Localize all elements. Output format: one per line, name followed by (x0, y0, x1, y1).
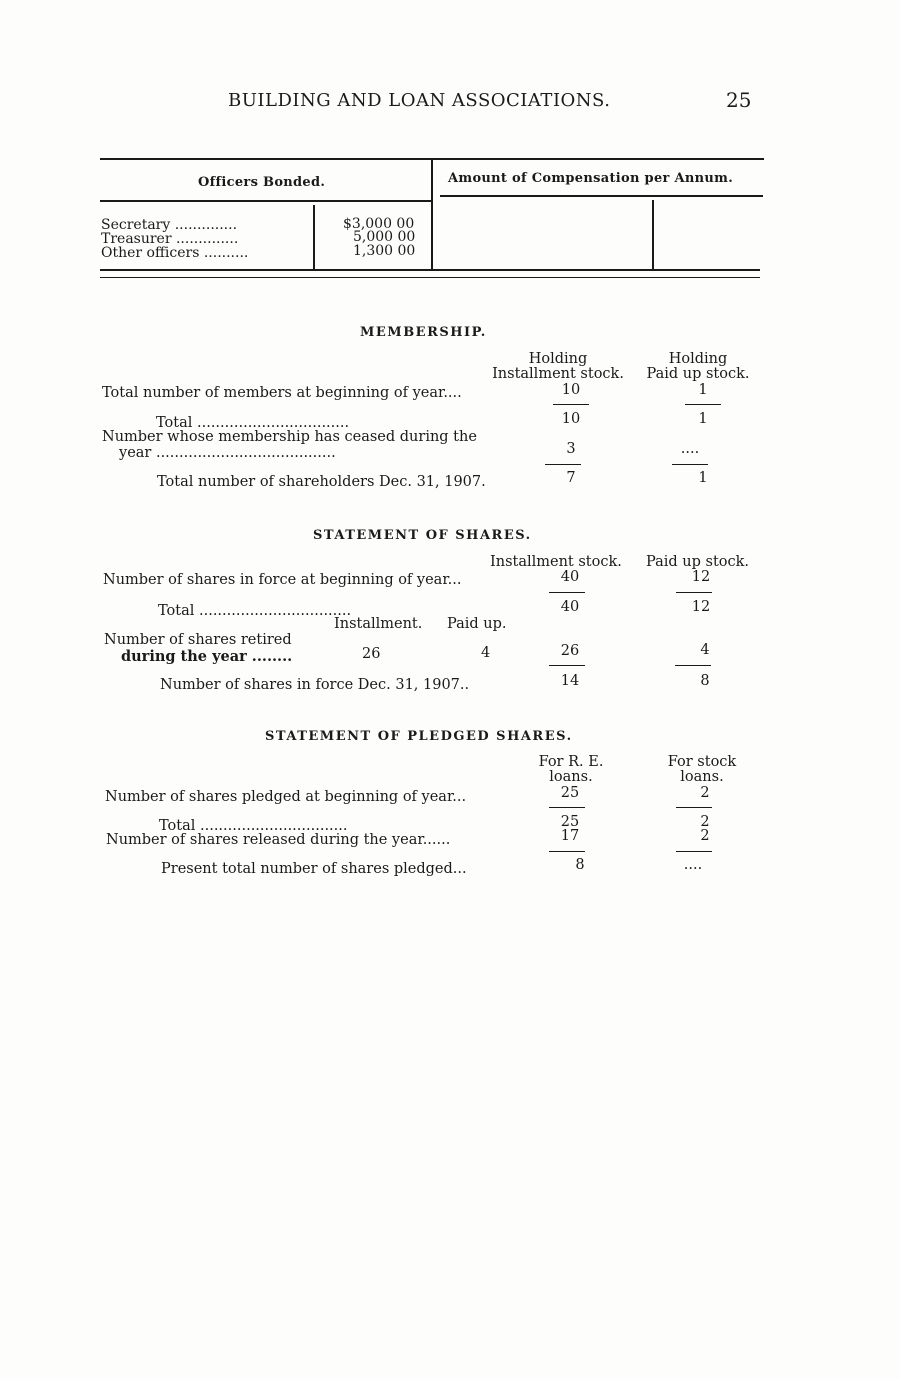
sum-rule (676, 592, 712, 593)
value-cell: 14 (560, 673, 580, 689)
value-cell: 25 (560, 785, 580, 801)
column-heading: Paid up stock. (646, 554, 750, 570)
sum-rule (675, 665, 711, 666)
value-cell: 2 (700, 814, 710, 830)
row-label: Total ................................. (158, 603, 352, 619)
heading-line: Holding (668, 351, 728, 367)
row-label: Number of shares released during the year...... (106, 832, 451, 848)
value-cell: 26 (560, 643, 580, 659)
row-label: Total number of members at beginning of year.... (102, 385, 462, 401)
row-label: Number of shares in force Dec. 31, 1907.. (160, 677, 470, 693)
running-title: BUILDING AND LOAN ASSOCIATIONS. (228, 90, 611, 111)
sum-rule (676, 851, 712, 852)
officer-row-amount: 5,000 00 (353, 229, 416, 245)
value-cell: 8 (700, 673, 710, 689)
compensation-heading: Amount of Compensation per Annum. (448, 171, 734, 186)
officer-row-amount: 1,300 00 (353, 243, 416, 259)
amount-divider (313, 205, 315, 269)
row-label-continued: during the year ........ (121, 648, 293, 665)
section-title: STATEMENT OF SHARES. (313, 528, 532, 543)
heading-line: For R. E. (538, 754, 604, 770)
sum-rule (676, 807, 712, 808)
row-label: Total ................................ (159, 818, 348, 834)
table-bottom-rule-2 (100, 277, 760, 278)
row-label: Number of shares pledged at beginning of year... (105, 789, 467, 805)
row-label-continued: year ....................................... (119, 445, 336, 461)
value-cell: 2 (700, 785, 710, 801)
sum-rule (553, 404, 589, 405)
heading-line: Installment stock. (492, 366, 624, 382)
value-cell: 10 (561, 382, 581, 398)
left-header-rule (100, 200, 431, 202)
row-label: Total number of shareholders Dec. 31, 1907. (157, 474, 486, 490)
table-center-divider (431, 160, 433, 270)
value-cell: 7 (566, 470, 576, 486)
value-cell: 3 (566, 441, 576, 457)
sum-rule (549, 592, 585, 593)
value-cell: 1 (698, 470, 708, 486)
value-cell: 1 (698, 411, 708, 427)
heading-line: loans. (680, 769, 724, 785)
value-cell: .... (680, 441, 700, 457)
officer-row-label: Treasurer .............. (101, 231, 239, 247)
value-cell: 25 (560, 814, 580, 830)
column-heading: Installment stock. (490, 554, 622, 570)
comp-divider (652, 200, 654, 269)
value-cell: 2 (700, 828, 710, 844)
value-cell: 17 (560, 828, 580, 844)
right-header-rule (440, 195, 763, 197)
column-heading (650, 755, 754, 785)
column-heading (488, 352, 628, 382)
section-title: STATEMENT OF PLEDGED SHARES. (265, 729, 573, 744)
sum-rule (545, 464, 581, 465)
officers-bonded-heading: Officers Bonded. (198, 175, 326, 190)
row-label: Number of shares retired (104, 632, 292, 648)
value-cell: 40 (560, 569, 580, 585)
table-bottom-rule (100, 269, 760, 271)
officer-row-amount: $3,000 00 (343, 216, 415, 232)
sub-value: 26 (362, 646, 381, 662)
sub-heading: Installment. (334, 616, 423, 632)
section-title: MEMBERSHIP. (360, 325, 487, 340)
sum-rule (672, 464, 708, 465)
heading-line: loans. (549, 769, 593, 785)
value-cell: 12 (691, 569, 711, 585)
heading-line: Holding (528, 351, 588, 367)
sub-heading: Paid up. (447, 616, 507, 632)
value-cell: 10 (561, 411, 581, 427)
sum-rule (549, 665, 585, 666)
sum-rule (685, 404, 721, 405)
heading-line: For stock (667, 754, 737, 770)
sum-rule (549, 851, 585, 852)
sum-rule (549, 807, 585, 808)
row-label: Number of shares in force at beginning of year... (103, 572, 462, 588)
row-label: Total ................................. (156, 415, 350, 431)
row-label: Number whose membership has ceased during the (102, 429, 477, 445)
officer-row-label: Secretary .............. (101, 217, 238, 233)
column-heading (516, 755, 626, 785)
value-cell: 12 (691, 599, 711, 615)
value-cell: 8 (575, 857, 585, 873)
sub-value: 4 (481, 645, 491, 661)
column-heading (640, 352, 756, 382)
value-cell: 4 (700, 642, 710, 658)
value-cell: .... (683, 857, 703, 873)
value-cell: 1 (698, 382, 708, 398)
heading-line: Paid up stock. (646, 366, 750, 382)
value-cell: 40 (560, 599, 580, 615)
page-number: 25 (726, 88, 752, 112)
officer-row-label: Other officers .......... (101, 245, 249, 261)
row-label: Present total number of shares pledged... (161, 861, 467, 877)
